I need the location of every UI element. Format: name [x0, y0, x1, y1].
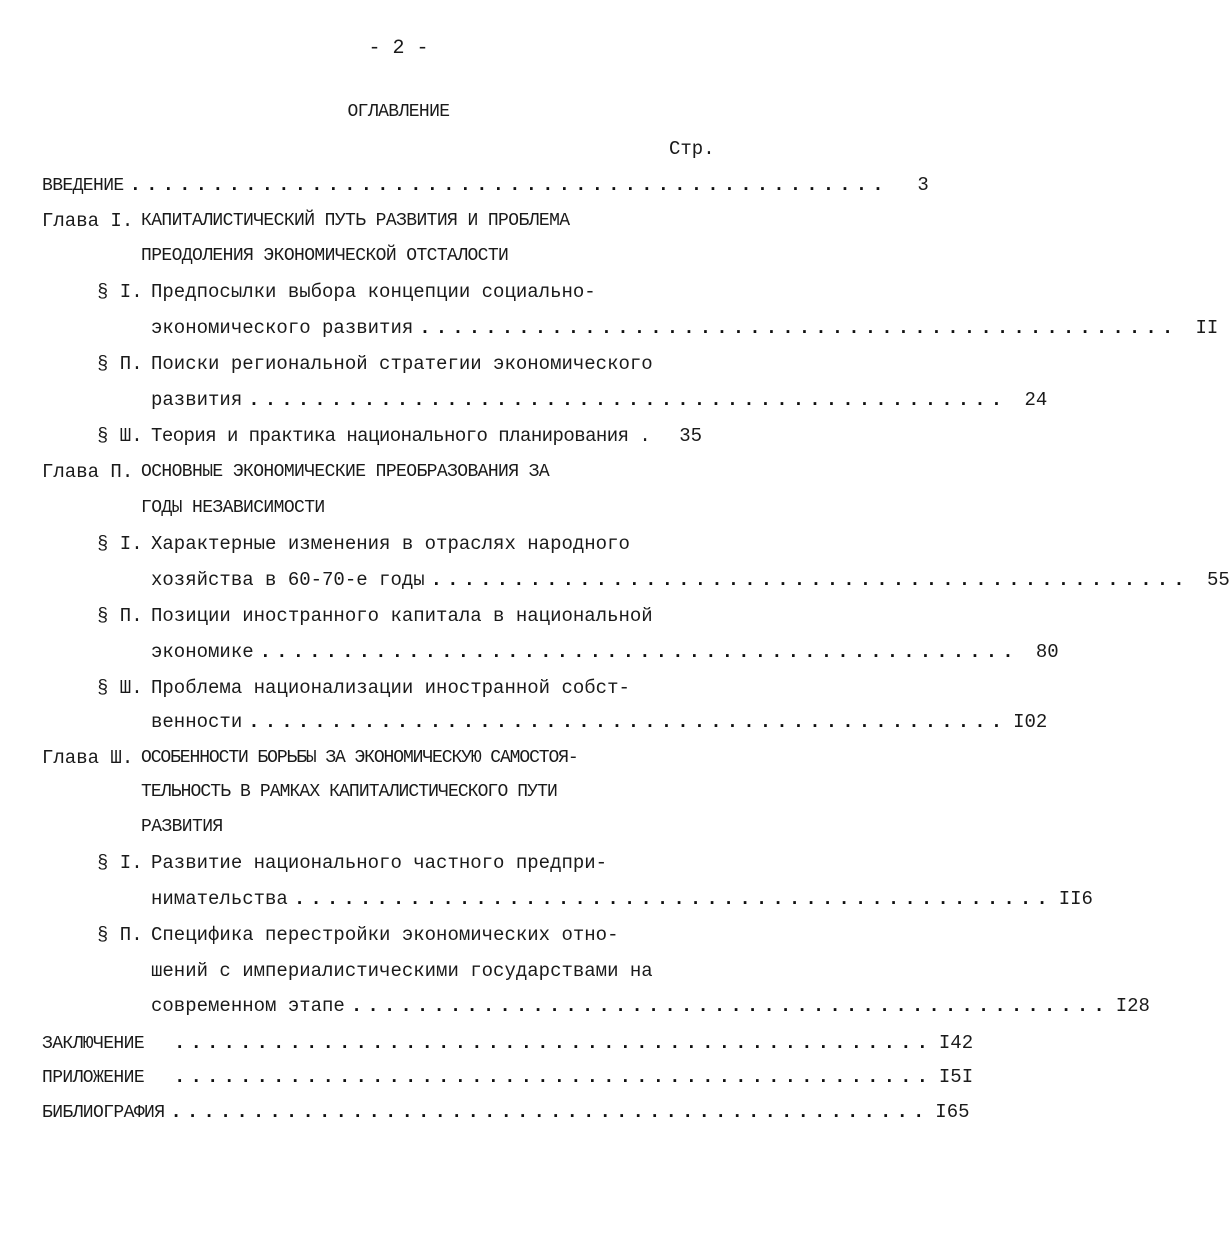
chapter-1-title: КАПИТАЛИСТИЧЕСКИЙ ПУТЬ РАЗВИТИЯ И ПРОБЛЕМА	[141, 211, 570, 231]
entry-page: 3	[917, 174, 929, 196]
section-mark: § П.	[97, 924, 143, 946]
entry-title: венности	[151, 711, 243, 733]
entry-page: 80	[1035, 641, 1059, 663]
entry-page: I42	[938, 1032, 974, 1054]
dot-leader: ..............................................	[419, 317, 1179, 339]
page-column-label: Стр.	[669, 138, 715, 160]
chapter-3-title: ОСОБЕННОСТИ БОРЬБЫ ЗА ЭКОНОМИЧЕСКУЮ САМОСТОЯ-	[141, 748, 578, 768]
entry-title: ВВЕДЕНИЕ	[42, 176, 124, 196]
entry-title: ПРИЛОЖЕНИЕ	[42, 1068, 145, 1088]
toc-entry-3-1	[151, 887, 1093, 911]
chapter-1-label: Глава I.	[42, 210, 134, 232]
entry-title: нимательства	[151, 888, 288, 910]
entry-title: развития	[151, 389, 243, 411]
section-title: Позиции иностранного капитала в национальной	[151, 605, 653, 627]
chapter-3-label: Глава Ш.	[42, 747, 134, 769]
section-title: Характерные изменения в отраслях народного	[151, 533, 630, 555]
toc-entry-1-3	[151, 424, 702, 448]
toc-entry-1-2	[151, 388, 1048, 412]
chapter-3-title-cont: ТЕЛЬНОСТЬ В РАМКАХ КАПИТАЛИСТИЧЕСКОГО ПУТИ	[141, 782, 557, 802]
dot-leader: ..............................................	[248, 389, 1008, 411]
page-number: - 2 -	[368, 37, 429, 60]
entry-title: современном этапе	[151, 995, 345, 1017]
entry-page: 24	[1024, 389, 1048, 411]
entry-title: хозяйства в 60-70-е годы	[151, 569, 425, 591]
toc-entry-appendix	[42, 1065, 974, 1089]
toc-entry-1-1	[151, 316, 1219, 340]
dot-leader: ..............................................	[293, 888, 1053, 910]
chapter-2-title: ОСНОВНЫЕ ЭКОНОМИЧЕСКИЕ ПРЕОБРАЗОВАНИЯ ЗА	[141, 462, 550, 482]
section-mark: § П.	[97, 353, 143, 375]
dot-leader: ..............................................	[174, 1066, 934, 1088]
section-title-cont: шений с империалистическими государствами на	[151, 960, 653, 982]
toc-entry-introduction	[42, 173, 929, 197]
dot-leader: ..............................................	[350, 995, 1110, 1017]
dot-leader: ..............................................	[170, 1101, 930, 1123]
entry-page: II	[1195, 317, 1219, 339]
dot-leader: ..............................................	[430, 569, 1190, 591]
dot-leader: ..............................................	[129, 174, 889, 196]
dot-leader: ..............................................	[248, 711, 1008, 733]
entry-page: I5I	[938, 1066, 974, 1088]
entry-title: Теория и практика национального планирования .	[151, 425, 651, 447]
section-mark: § Ш.	[97, 425, 143, 447]
toc-entry-2-1	[151, 568, 1230, 592]
section-mark: § Ш.	[97, 677, 143, 699]
toc-entry-2-3	[151, 710, 1048, 734]
toc-entry-2-2	[151, 640, 1059, 664]
dot-leader: ..............................................	[259, 641, 1019, 663]
section-title: Специфика перестройки экономических отно-	[151, 924, 619, 946]
entry-page: 55	[1206, 569, 1230, 591]
chapter-2-title-cont: ГОДЫ НЕЗАВИСИМОСТИ	[141, 498, 325, 518]
entry-title: БИБЛИОГРАФИЯ	[42, 1103, 165, 1123]
entry-page: II6	[1058, 888, 1093, 910]
section-title: Развитие национального частного предпри-	[151, 852, 608, 874]
entry-page: I02	[1013, 711, 1048, 733]
entry-page: I65	[935, 1101, 970, 1123]
chapter-1-title-cont: ПРЕОДОЛЕНИЯ ЭКОНОМИЧЕСКОЙ ОТСТАЛОСТИ	[141, 246, 509, 266]
section-title: Проблема национализации иностранной собст-	[151, 677, 630, 699]
toc-heading: ОГЛАВЛЕНИЕ	[347, 102, 450, 122]
entry-page: I28	[1115, 995, 1150, 1017]
section-title: Предпосылки выбора концепции социально-	[151, 281, 596, 303]
chapter-3-title-cont-2: РАЗВИТИЯ	[141, 817, 223, 837]
section-mark: § П.	[97, 605, 143, 627]
toc-entry-bibliography	[42, 1100, 970, 1124]
entry-title: экономике	[151, 641, 254, 663]
entry-title: экономического развития	[151, 317, 414, 339]
section-mark: § I.	[97, 533, 143, 555]
section-mark: § I.	[97, 281, 143, 303]
section-title: Поиски региональной стратегии экономического	[151, 353, 653, 375]
entry-title: ЗАКЛЮЧЕНИЕ	[42, 1034, 145, 1054]
toc-entry-3-2	[151, 994, 1150, 1018]
dot-leader: ..............................................	[174, 1032, 934, 1054]
entry-page: 35	[679, 425, 702, 447]
toc-entry-conclusion	[42, 1031, 974, 1055]
section-mark: § I.	[97, 852, 143, 874]
chapter-2-label: Глава П.	[42, 461, 134, 483]
